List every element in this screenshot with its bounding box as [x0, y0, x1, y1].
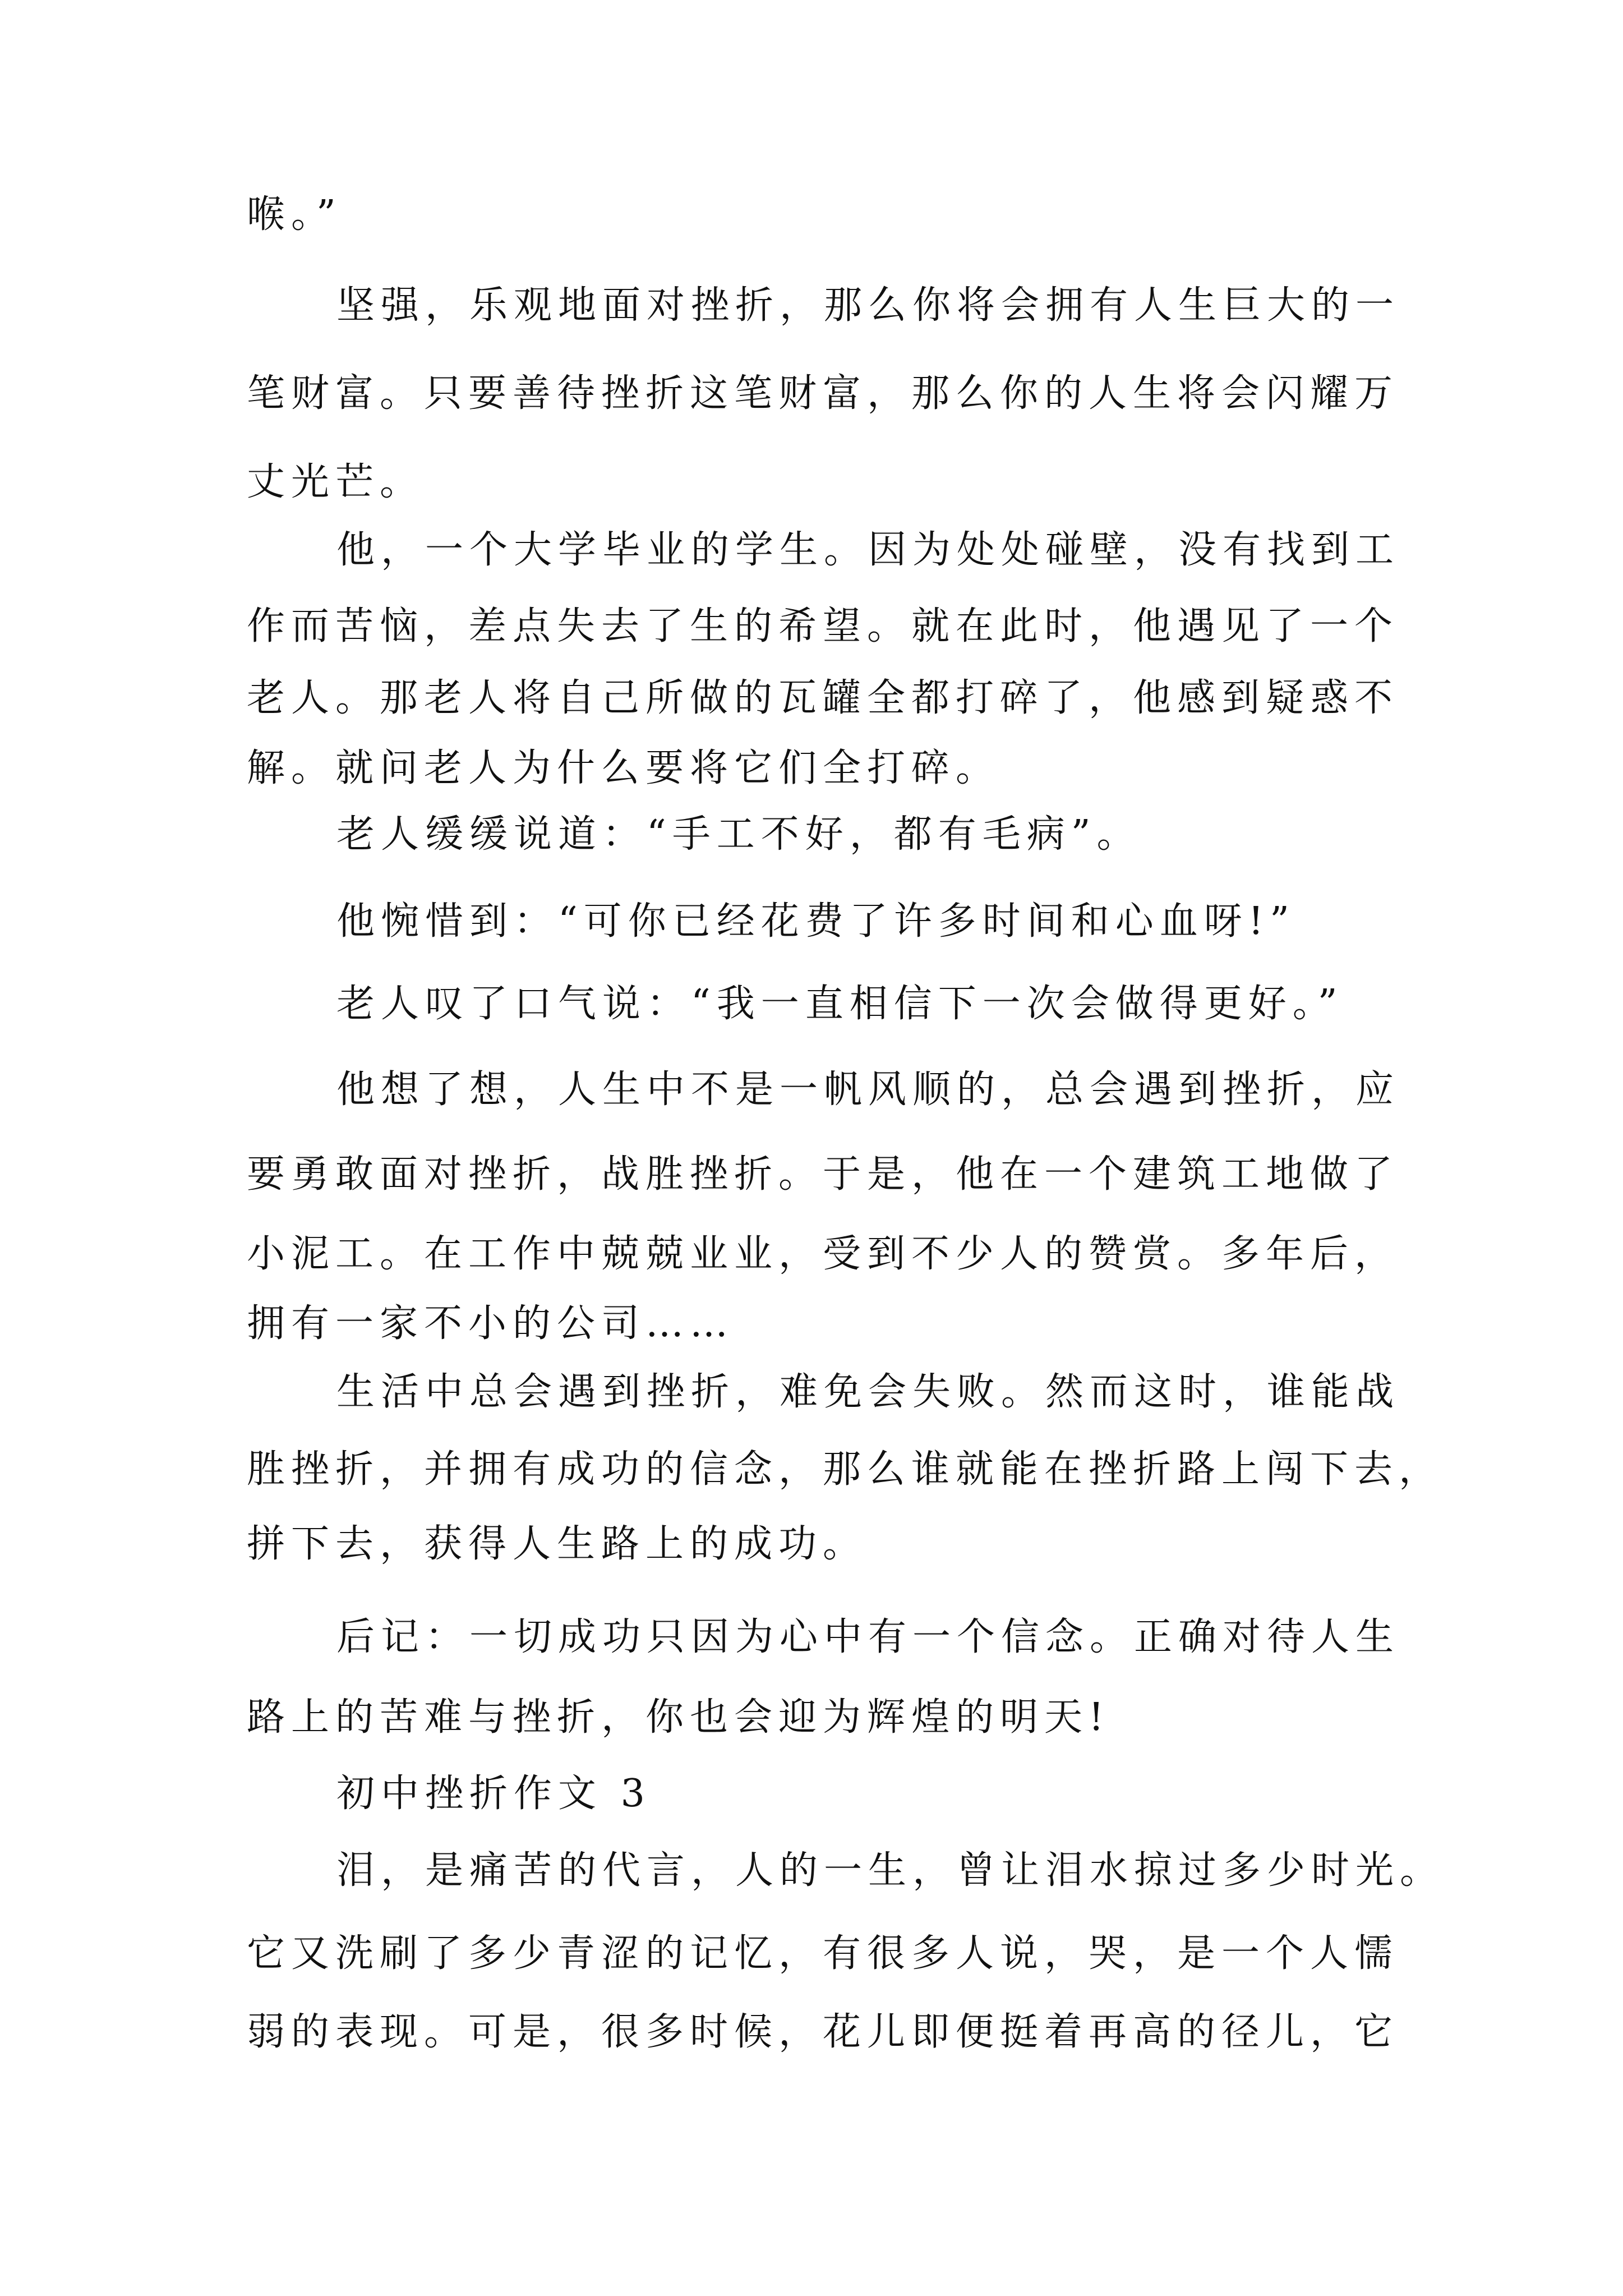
paragraph-first-line: 后记：一切成功只因为心中有一个信念。正确对待人生	[336, 1615, 1400, 1659]
text-line: 胜挫折，并拥有成功的信念，那么谁就能在挫折路上闯下去，	[247, 1447, 1444, 1492]
text-line: 喉。”	[247, 192, 342, 237]
text-line: 丈光芒。	[247, 460, 425, 504]
paragraph-first-line: 泪，是痛苦的代言，人的一生，曾让泪水掠过多少时光。	[336, 1848, 1445, 1893]
text-line: 作而苦恼，差点失去了生的希望。就在此时，他遇见了一个	[247, 604, 1399, 648]
text-line: 小泥工。在工作中兢兢业业，受到不少人的赞赏。多年后，	[247, 1232, 1399, 1276]
paragraph-first-line: 坚强，乐观地面对挫折，那么你将会拥有人生巨大的一	[336, 283, 1400, 328]
text-line: 拥有一家不小的公司……	[247, 1301, 735, 1346]
text-line: 要勇敢面对挫折，战胜挫折。于是，他在一个建筑工地做了	[247, 1152, 1399, 1197]
text-line: 笔财富。只要善待挫折这笔财富，那么你的人生将会闪耀万	[247, 371, 1399, 416]
paragraph-first-line: 老人叹了口气说：“我一直相信下一次会做得更好。”	[336, 982, 1344, 1026]
paragraph-first-line: 他惋惜到：“可你已经花费了许多时间和心血呀!”	[336, 899, 1295, 944]
paragraph-first-line: 生活中总会遇到挫折，难免会失败。然而这时，谁能战	[336, 1370, 1400, 1414]
paragraph-first-line: 他，一个大学毕业的学生。因为处处碰壁，没有找到工	[336, 528, 1400, 572]
text-line: 路上的苦难与挫折，你也会迎为辉煌的明天!	[247, 1695, 1110, 1740]
text-line: 弱的表现。可是，很多时候，花儿即便挺着再高的径儿，它	[247, 2010, 1399, 2054]
text-line: 解。就问老人为什么要将它们全打碎。	[247, 746, 1000, 790]
paragraph-first-line: 老人缓缓说道：“手工不好，都有毛病”。	[336, 812, 1141, 857]
paragraph-first-line: 他想了想，人生中不是一帆风顺的，总会遇到挫折，应	[336, 1068, 1400, 1112]
section-heading: 初中挫折作文 3	[336, 1772, 651, 1816]
text-line: 它又洗刷了多少青涩的记忆，有很多人说，哭，是一个人懦	[247, 1931, 1399, 1976]
text-line: 拼下去，获得人生路上的成功。	[247, 1522, 868, 1566]
text-line: 老人。那老人将自己所做的瓦罐全都打碎了，他感到疑惑不	[247, 676, 1399, 720]
